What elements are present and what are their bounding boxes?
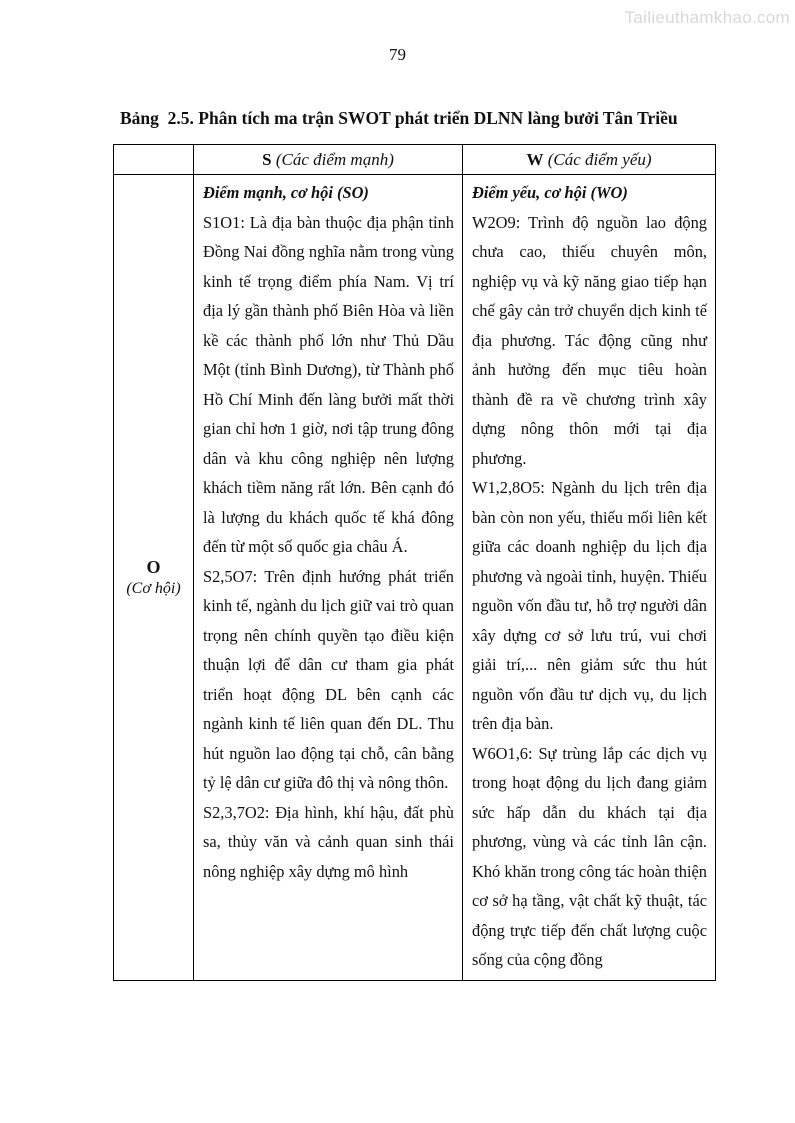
row-header-opportunities xyxy=(114,175,194,981)
column-header-strengths xyxy=(194,145,463,175)
so-paragraphs xyxy=(203,208,454,887)
wo-paragraph: W2O9: Trình độ nguồn lao động chưa cao, thiếu chuyên môn, nghiệp vụ và kỹ năng giao tiếp hạn chế gây cản trở chuyển dịch kinh tế địa phương. Tác động cũng như ảnh hưởng đến mục tiêu hoàn thành đề ra về chương trình xây dựng nông thôn mới tại địa phương. xyxy=(472,212,707,468)
swot-matrix-table xyxy=(113,144,716,981)
so-heading: Điểm mạnh, cơ hội (SO) xyxy=(203,183,369,202)
opportunities-letter: O xyxy=(146,556,161,577)
wo-heading: Điểm yếu, cơ hội (WO) xyxy=(472,183,628,202)
so-paragraph: S2,5O7: Trên định hướng phát triển kinh tế, ngành du lịch giữ vai trò quan trọng nên chính quyền tạo điều kiện thuận lợi để dân cư tham gia phát triển hoạt động DL bên cạnh các ngành kinh tế liên quan đến DL. Thu hút nguồn lao động tại chỗ, cân bằng tỷ lệ dân cư giữa đô thị và nông thôn. xyxy=(203,566,454,792)
opportunities-row xyxy=(114,175,716,981)
page-number: 79 xyxy=(389,45,406,64)
so-paragraph: S1O1: Là địa bàn thuộc địa phận tỉnh Đồng Nai đồng nghĩa nằm trong vùng kinh tế trọng điểm phía Nam. Vị trí địa lý gần thành phố Biên Hòa và liền kề các thành phố lớn như Thủ Dầu Một (tỉnh Bình Dương), từ Thành phố Hồ Chí Minh đến làng bưởi mất thời gian chỉ hơn 1 giờ, nơi tập trung đông dân và khu công nghiệp nên lượng khách tiềm năng rất lớn. Bên cạnh đó là lượng du khách quốc tế khá đông đến từ một số quốc gia châu Á. xyxy=(203,212,454,556)
site-watermark: Tailieuthamkhao.com xyxy=(624,8,790,27)
strengths-label: (Các điểm mạnh) xyxy=(271,149,394,169)
wo-paragraphs xyxy=(472,208,707,975)
table-header-row xyxy=(114,145,716,175)
wo-cell xyxy=(463,175,716,981)
so-cell xyxy=(194,175,463,981)
wo-paragraph: W6O1,6: Sự trùng lắp các dịch vụ trong hoạt động du lịch đang giảm sức hấp dẫn du khách tại địa phương, vùng và các tỉnh lân cận. Khó khăn trong công tác hoàn thiện cơ sở hạ tầng, vật chất kỹ thuật, tác động trực tiếp đến chất lượng cuộc sống của cộng đồng xyxy=(472,743,707,969)
strengths-letter: S xyxy=(262,149,272,169)
so-paragraph: S2,3,7O2: Địa hình, khí hậu, đất phù sa, thủy văn và cảnh quan sinh thái nông nghiệp xây dựng mô hình xyxy=(203,802,454,881)
table-caption: Bảng 2.5. Phân tích ma trận SWOT phát triển DLNN làng bưởi Tân Triều xyxy=(120,108,678,128)
corner-cell xyxy=(114,145,194,175)
weaknesses-label: (Các điểm yếu) xyxy=(543,149,652,169)
wo-paragraph: W1,2,8O5: Ngành du lịch trên địa bàn còn non yếu, thiếu mối liên kết giữa các doanh nghiệp du lịch địa phương và ngoài tỉnh, huyện. Thiếu nguồn vốn đầu tư, hỗ trợ người dân xây dựng cơ sở lưu trú, vui chơi giải trí,... nên giảm sức thu hút nguồn vốn đầu tư dịch vụ, du lịch trên địa bàn. xyxy=(472,478,707,733)
weaknesses-letter: W xyxy=(526,149,544,169)
column-header-weaknesses xyxy=(463,145,716,175)
opportunities-label: (Cơ hội) xyxy=(126,579,181,597)
